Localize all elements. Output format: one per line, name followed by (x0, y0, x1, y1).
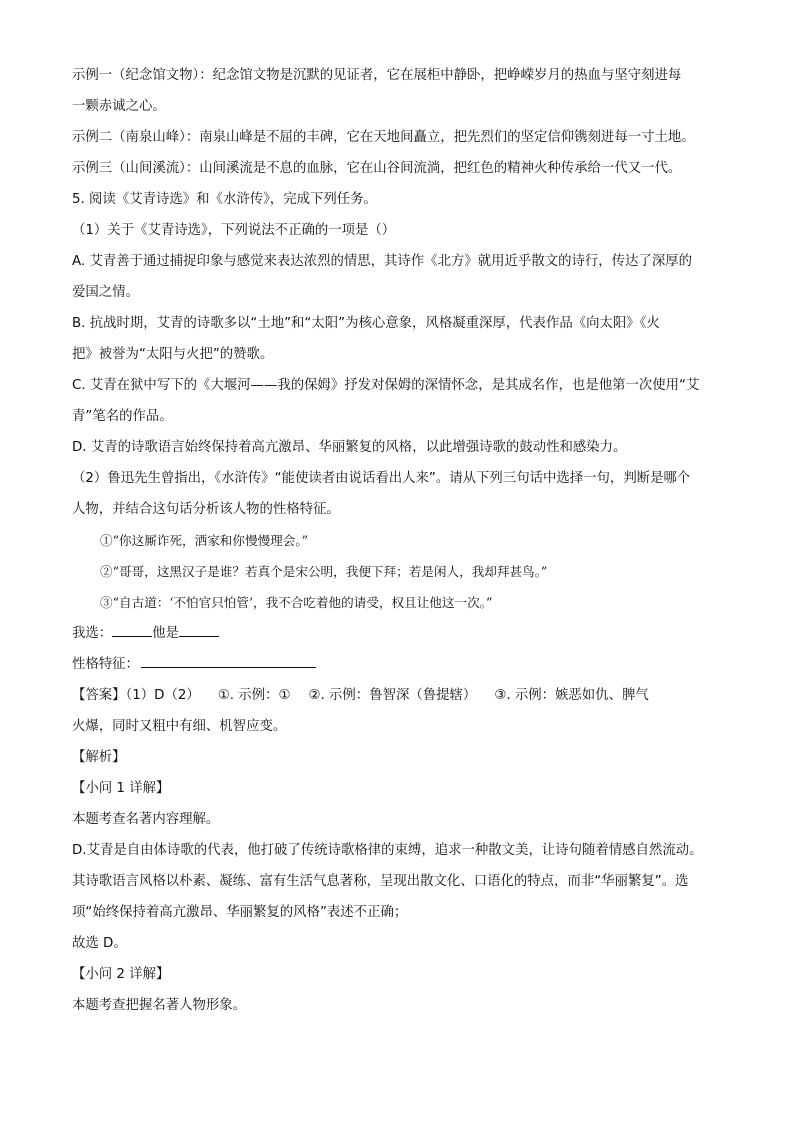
text-line: 示例二（南泉山峰）：南泉山峰是不屈的丰碑，它在天地间矗立，把先烈们的坚定信仰镌刻进每一寸土地。 (72, 130, 695, 145)
sub-question-2-heading: 【小问 2 详解】 (72, 967, 170, 982)
text-line: 其诗歌语言风格以朴素、凝练、富有生活气息著称，呈现出散文化、口语化的特点，而非“华丽繁复”。选 (72, 874, 689, 889)
text-line: 项“始终保持着高亢激昂、华丽繁复的风格”表述不正确； (72, 905, 408, 920)
question-5-1-stem: （1）关于《艾青诗选》，下列说法不正确的一项是（） (72, 223, 396, 238)
option-b-cont: 把》被誉为“太阳与火把”的赞歌。 (72, 347, 274, 362)
answer-part-1: ①. 示例：① (217, 688, 291, 703)
option-a-cont: 爱国之情。 (72, 285, 139, 300)
quote-2: ②“哥哥，这黑汉子是谁？若真个是宋公明，我便下拜；若是闲人，我却拜甚鸟。” (100, 564, 548, 579)
trait-blank[interactable] (141, 653, 316, 668)
he-is-label: 他是 (152, 626, 179, 641)
quote-3: ③“自古道：‘不怕官只怕管’，我不合吃着他的请受，权且让他这一次。” (100, 595, 493, 610)
choose-blank[interactable] (112, 622, 152, 637)
sub-question-1-heading: 【小问 1 详解】 (72, 781, 170, 796)
character-blank[interactable] (179, 622, 219, 637)
answer-cont: 火爆，同时又粗中有细、机智应变。 (72, 719, 287, 734)
analysis-heading: 【解析】 (72, 750, 126, 765)
choose-line (72, 618, 732, 649)
trait-label: 性格特征： (72, 657, 139, 672)
text-line: 故选 D。 (72, 936, 127, 951)
text-line: 示例一（纪念馆文物）：纪念馆文物是沉默的见证者，它在展柜中静卧，把峥嵘岁月的热血与坚守刻进每 (72, 68, 682, 83)
option-a: A. 艾青善于通过捕捉印象与感觉来表达浓烈的情思，其诗作《北方》就用近乎散文的诗行，传达了深厚的 (72, 254, 693, 269)
answer-prefix: 【答案】（1）D（2） (72, 688, 200, 703)
option-c-cont: 青”笔名的作品。 (72, 409, 173, 424)
document-body (72, 60, 732, 1021)
text-line: 本题考查名著内容理解。 (72, 812, 220, 827)
answer-line (72, 680, 732, 711)
question-5-2-stem-cont: 人物，并结合这句话分析该人物的性格特征。 (72, 502, 340, 517)
text-line: 本题考查把握名著人物形象。 (72, 998, 247, 1013)
quote-1: ①“你这厮诈死，洒家和你慢慢理会。” (100, 533, 309, 548)
option-d: D. 艾青的诗歌语言始终保持着高亢激昂、华丽繁复的风格，以此增强诗歌的鼓动性和感染力。 (72, 440, 627, 455)
option-c: C. 艾青在狱中写下的《大堰河——我的保姆》抒发对保姆的深情怀念，是其成名作，也是他第一次使用“艾 (72, 378, 700, 393)
question-5-2-stem: （2）鲁迅先生曾指出，《水浒传》“能使读者由说话看出人来”。请从下列三句话中选择一句，判断是哪个 (72, 471, 691, 486)
answer-part-3: ③. 示例：嫉恶如仇、脾气 (494, 688, 649, 703)
text-line: D.艾青是自由体诗歌的代表，他打破了传统诗歌格律的束缚，追求一种散文美，让诗句随着情感自然流动。 (72, 843, 703, 858)
text-line: 一颗赤诚之心。 (72, 99, 166, 114)
text-line: 示例三（山间溪流）：山间溪流是不息的血脉，它在山谷间流淌，把红色的精神火种传承给一代又一代。 (72, 161, 682, 176)
option-b: B. 抗战时期，艾青的诗歌多以“土地”和“太阳”为核心意象，风格凝重深厚，代表作品《向太阳》《火 (72, 316, 660, 331)
question-5-title: 5. 阅读《艾青诗选》和《水浒传》，完成下列任务。 (72, 192, 377, 207)
choose-label: 我选： (72, 626, 113, 641)
answer-part-2: ②. 示例：鲁智深（鲁提辖） (308, 688, 477, 703)
trait-line (72, 649, 732, 680)
